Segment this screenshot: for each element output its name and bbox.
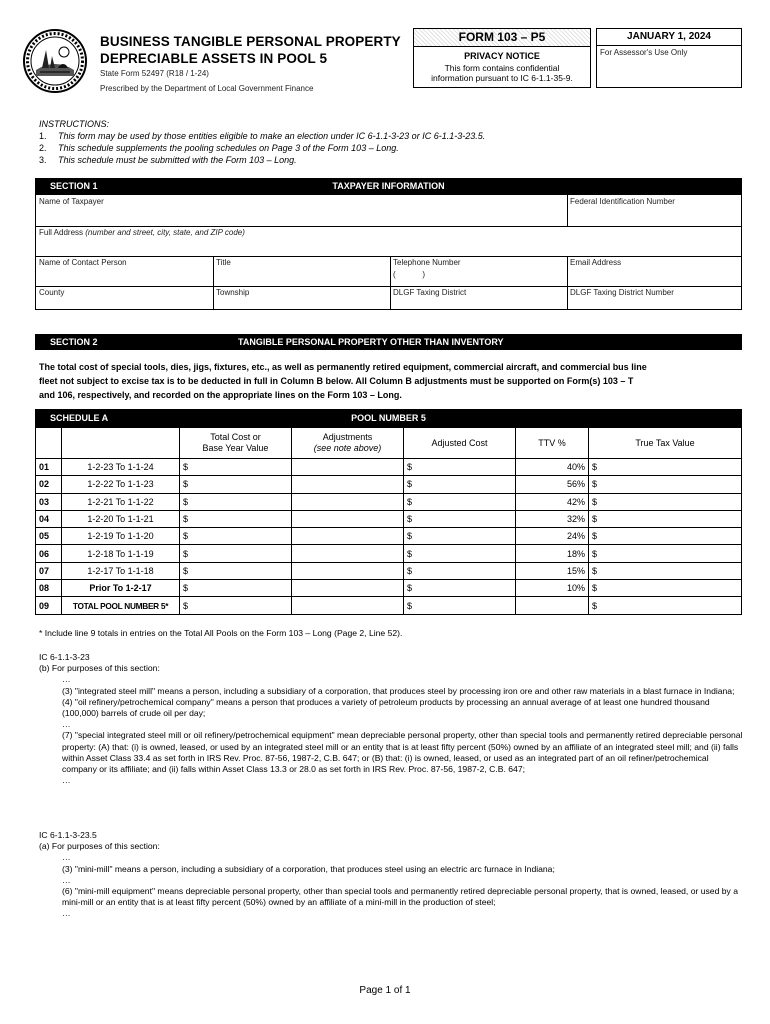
dollar-sign: $ — [407, 496, 413, 507]
dollar-sign: $ — [407, 462, 413, 473]
table-row — [36, 459, 742, 476]
dlgf-district-number-field[interactable] — [567, 286, 742, 310]
form-number-box — [413, 28, 591, 88]
ttv-percent: 10% — [516, 580, 589, 597]
adjusted-cost-cell[interactable] — [404, 510, 516, 527]
row-number: 03 — [36, 493, 62, 510]
full-address-label: Full Address — [39, 228, 84, 237]
header-adjusted-cost: Adjusted Cost — [404, 428, 516, 459]
section-2-header — [35, 334, 742, 350]
instruction-number: 2. — [39, 143, 47, 153]
adjusted-cost-cell[interactable] — [404, 528, 516, 545]
confidential-notice — [414, 63, 590, 83]
township-field[interactable] — [213, 286, 390, 310]
law-ic-6-1-1-3-23 — [39, 652, 743, 786]
assessment-date: JANUARY 1, 2024 — [597, 29, 741, 46]
table-row — [36, 510, 742, 527]
header-total-cost-line-1: Total Cost or — [210, 432, 261, 442]
adjustments-cell[interactable] — [292, 493, 404, 510]
adjusted-cost-cell[interactable] — [404, 459, 516, 476]
law-paragraph: (7) "special integrated steel mill or oil refinery/petrochemical equipment" mean depreciable personal property, other than special tools and permanently retired depreciable personal property: (A) that: (i) is owned, leased, or used by an integrated steel mill or an entity that is at least fifty percent (50%) owned by an affiliate of an integrated steel mill; and (ii) falls within Asset Class 33.4 as set forth in IRS Rev. Proc. 87-56, 1987-2, C.B. 647; or (B) that: (i) is owned, leased, or used as an integrated part of an oil refiner/petrochemical company or its affiliate; and (ii) falls within Asset Class 13.3 or 28.0 as set forth in IRS Rev. Proc. 87-56, 1987-2, C.B. 647; — [62, 730, 743, 775]
true-tax-value-cell[interactable] — [589, 476, 742, 493]
date-box — [596, 28, 742, 88]
confidential-line-2: information pursuant to IC 6-1.1-35-9. — [431, 73, 573, 83]
header-total-cost — [180, 428, 292, 459]
ttv-percent: 42% — [516, 493, 589, 510]
instruction-text: This form may be used by those entities eligible to make an election under IC 6-1.1-3-23 or IC 6-1.1-3-23.5. — [58, 131, 486, 141]
adjusted-cost-cell[interactable] — [404, 493, 516, 510]
row-number: 07 — [36, 562, 62, 579]
ttv-percent: 56% — [516, 476, 589, 493]
total-cost-cell[interactable] — [180, 545, 292, 562]
section-2-paragraph-line: and 106, respectively, and recorded on the appropriate lines on the Form 103 – Long. — [39, 390, 402, 400]
header-adjustments — [292, 428, 404, 459]
dollar-sign: $ — [183, 548, 189, 559]
section-2-title: TANGIBLE PERSONAL PROPERTY OTHER THAN INVENTORY — [238, 337, 504, 347]
law-citation: IC 6-1.1-3-23 — [39, 652, 90, 662]
footnote: * Include line 9 totals in entries on the Total All Pools on the Form 103 – Long (Page 2, Line 52). — [39, 628, 403, 638]
dollar-sign: $ — [592, 462, 598, 473]
dollar-sign: $ — [183, 531, 189, 542]
assessor-use-field[interactable]: For Assessor's Use Only — [600, 48, 688, 57]
true-tax-value-cell[interactable] — [589, 493, 742, 510]
table-header-row — [36, 428, 742, 459]
dollar-sign: $ — [407, 548, 413, 559]
dollar-sign: $ — [407, 600, 413, 611]
instruction-number: 3. — [39, 155, 47, 165]
law-ellipsis: … — [62, 775, 71, 786]
row-number: 06 — [36, 545, 62, 562]
adjustments-cell[interactable] — [292, 562, 404, 579]
page-number: Page 1 of 1 — [359, 985, 411, 996]
true-tax-value-cell[interactable] — [589, 545, 742, 562]
true-tax-value-cell[interactable] — [589, 580, 742, 597]
confidential-line-1: This form contains confidential — [444, 63, 560, 73]
ttv-percent — [516, 597, 589, 614]
dollar-sign: $ — [183, 583, 189, 594]
schedule-a-table — [35, 427, 742, 615]
instruction-item — [39, 130, 485, 142]
law-subsection: (a) For purposes of this section: — [39, 841, 160, 852]
adjustments-cell[interactable] — [292, 459, 404, 476]
row-number: 01 — [36, 459, 62, 476]
instruction-number: 1. — [39, 131, 47, 141]
dlgf-district-label: DLGF Taxing District — [393, 288, 467, 297]
adjustments-cell[interactable] — [292, 545, 404, 562]
contact-person-label: Name of Contact Person — [39, 258, 127, 267]
section-1-title: TAXPAYER INFORMATION — [332, 181, 445, 191]
adjustments-cell[interactable] — [292, 528, 404, 545]
township-label: Township — [216, 288, 250, 297]
header-ttv: TTV % — [516, 428, 589, 459]
dollar-sign: $ — [407, 479, 413, 490]
law-paragraph: (4) "oil refinery/petrochemical company" means a person that produces a variety of petroleum products by processing an annual average of at least one hundred thousand (100,000) barrels of crude oil per day; — [62, 696, 710, 719]
privacy-notice: PRIVACY NOTICE — [464, 51, 540, 61]
row-number: 02 — [36, 476, 62, 493]
adjusted-cost-cell[interactable] — [404, 476, 516, 493]
full-address-field[interactable] — [36, 226, 742, 256]
law-citation: IC 6-1.1-3-23.5 — [39, 830, 97, 840]
prescribed-by: Prescribed by the Department of Local Government Finance — [100, 84, 314, 93]
federal-id-field[interactable] — [567, 195, 742, 226]
law-paragraph: (6) "mini-mill equipment" means depreciable personal property, other than special tools and permanently retired depreciable personal property, that is owned, leased, or used by a mini-mill or an entity that is at least fifty percent (50%) owned by an affiliate of a mini-mill in the production of steel; — [62, 886, 738, 908]
table-row — [36, 476, 742, 493]
ttv-percent: 15% — [516, 562, 589, 579]
row-period: 1-2-23 To 1-1-24 — [62, 459, 180, 476]
law-ic-6-1-1-3-23-5 — [39, 830, 743, 920]
ttv-percent: 18% — [516, 545, 589, 562]
dollar-sign: $ — [592, 514, 598, 525]
taxpayer-name-field[interactable] — [36, 195, 567, 226]
law-ellipsis: … — [62, 908, 71, 919]
row-number: 04 — [36, 510, 62, 527]
dollar-sign: $ — [183, 600, 189, 611]
form-title — [100, 33, 401, 67]
section-1-label: SECTION 1 — [50, 181, 98, 191]
adjusted-cost-cell[interactable] — [404, 545, 516, 562]
dollar-sign: $ — [183, 565, 189, 576]
instruction-item — [39, 142, 485, 154]
total-cost-cell[interactable] — [180, 476, 292, 493]
title-line-2: DEPRECIABLE ASSETS IN POOL 5 — [100, 51, 328, 66]
form-number: FORM 103 – P5 — [414, 29, 590, 47]
dlgf-district-field[interactable] — [390, 286, 567, 310]
instruction-item — [39, 154, 485, 166]
law-ellipsis: … — [62, 874, 71, 885]
header-period — [62, 428, 180, 459]
true-tax-value-cell[interactable] — [589, 510, 742, 527]
telephone-field[interactable] — [390, 256, 567, 286]
instruction-text: This schedule supplements the pooling schedules on Page 3 of the Form 103 – Long. — [58, 143, 399, 153]
ttv-percent: 24% — [516, 528, 589, 545]
law-ellipsis: … — [62, 674, 71, 685]
header-true-tax-value: True Tax Value — [589, 428, 742, 459]
dollar-sign: $ — [407, 514, 413, 525]
row-period: 1-2-21 To 1-1-22 — [62, 493, 180, 510]
schedule-a-header — [35, 409, 742, 427]
total-cost-cell[interactable] — [180, 562, 292, 579]
telephone-area-code: ( ) — [393, 270, 425, 279]
dollar-sign: $ — [183, 462, 189, 473]
state-form-number: State Form 52497 (R18 / 1-24) — [100, 69, 209, 78]
adjustments-cell[interactable] — [292, 597, 404, 614]
total-cost-cell[interactable] — [180, 510, 292, 527]
dollar-sign: $ — [592, 479, 598, 490]
title-label: Title — [216, 258, 231, 267]
table-row — [36, 562, 742, 579]
section-1-header — [35, 178, 742, 194]
dollar-sign: $ — [592, 583, 598, 594]
table-row — [36, 493, 742, 510]
table-row — [36, 528, 742, 545]
law-subsection: (b) For purposes of this section: — [39, 663, 160, 674]
dollar-sign: $ — [183, 514, 189, 525]
table-row — [36, 580, 742, 597]
dollar-sign: $ — [183, 479, 189, 490]
adjustments-cell[interactable] — [292, 476, 404, 493]
total-cost-cell[interactable] — [180, 459, 292, 476]
law-paragraph: (3) "mini-mill" means a person, including a subsidiary of a corporation, that produces steel using an electric arc furnace in Indiana; — [62, 863, 555, 874]
dlgf-district-number-label: DLGF Taxing District Number — [570, 288, 674, 297]
ttv-percent: 40% — [516, 459, 589, 476]
section-2-label: SECTION 2 — [50, 337, 98, 347]
dollar-sign: $ — [407, 583, 413, 594]
pool-number-label: POOL NUMBER 5 — [351, 413, 426, 423]
dollar-sign: $ — [183, 496, 189, 507]
adjustments-cell[interactable] — [292, 510, 404, 527]
adjusted-cost-cell[interactable] — [404, 597, 516, 614]
instructions — [39, 118, 485, 166]
taxpayer-information-grid — [35, 194, 742, 310]
ttv-percent: 32% — [516, 510, 589, 527]
indiana-state-seal-icon — [22, 28, 88, 94]
dollar-sign: $ — [592, 531, 598, 542]
telephone-label: Telephone Number — [393, 258, 461, 267]
row-period: 1-2-17 To 1-1-18 — [62, 562, 180, 579]
adjustments-cell[interactable] — [292, 580, 404, 597]
total-cost-cell[interactable] — [180, 528, 292, 545]
federal-id-label: Federal Identification Number — [570, 197, 675, 206]
row-number: 08 — [36, 580, 62, 597]
adjusted-cost-cell[interactable] — [404, 580, 516, 597]
row-number: 05 — [36, 528, 62, 545]
full-address-note: (number and street, city, state, and ZIP code) — [85, 228, 245, 237]
total-cost-cell[interactable] — [180, 493, 292, 510]
email-field[interactable] — [567, 256, 742, 286]
dollar-sign: $ — [407, 565, 413, 576]
section-2-paragraph-line: fleet not subject to excise tax is to be deducted in full in Column B below. All Column B adjustments must be supported on Form(s) 103 – T — [39, 376, 634, 386]
schedule-a-label: SCHEDULE A — [50, 413, 109, 423]
total-cost-cell[interactable] — [180, 580, 292, 597]
dollar-sign: $ — [592, 496, 598, 507]
law-ellipsis: … — [62, 852, 71, 863]
dollar-sign: $ — [592, 565, 598, 576]
law-paragraph: (3) "integrated steel mill" means a person, including a subsidiary of a corporation, that produces steel by processing iron ore and other raw materials in a blast furnace in Indiana; — [62, 685, 735, 696]
dollar-sign: $ — [407, 531, 413, 542]
true-tax-value-cell[interactable] — [589, 459, 742, 476]
table-row — [36, 545, 742, 562]
row-period: 1-2-22 To 1-1-23 — [62, 476, 180, 493]
true-tax-value-cell[interactable] — [589, 597, 742, 614]
row-period: 1-2-20 To 1-1-21 — [62, 510, 180, 527]
row-period: 1-2-19 To 1-1-20 — [62, 528, 180, 545]
header-total-cost-line-2: Base Year Value — [202, 443, 269, 453]
row-number: 09 — [36, 597, 62, 614]
row-period: Prior To 1-2-17 — [62, 580, 180, 597]
header-adjustments-note: (see note above) — [313, 443, 382, 453]
total-cost-cell[interactable] — [180, 597, 292, 614]
instruction-text: This schedule must be submitted with the Form 103 – Long. — [58, 155, 297, 165]
adjusted-cost-cell[interactable] — [404, 562, 516, 579]
section-2-paragraph-line: The total cost of special tools, dies, jigs, fixtures, etc., as well as permanently retired equipment, commercial aircraft, and commercial bus line — [39, 362, 647, 372]
section-2-instructions — [39, 360, 739, 402]
instructions-title: INSTRUCTIONS: — [39, 119, 110, 129]
title-field[interactable] — [213, 256, 390, 286]
dollar-sign: $ — [592, 548, 598, 559]
county-label: County — [39, 288, 65, 297]
email-label: Email Address — [570, 258, 622, 267]
header-line-number — [36, 428, 62, 459]
true-tax-value-cell[interactable] — [589, 528, 742, 545]
table-row-total — [36, 597, 742, 614]
true-tax-value-cell[interactable] — [589, 562, 742, 579]
dollar-sign: $ — [592, 600, 598, 611]
county-field[interactable] — [36, 286, 213, 310]
law-ellipsis: … — [62, 719, 71, 730]
header-adjustments-line-1: Adjustments — [322, 432, 373, 442]
taxpayer-name-label: Name of Taxpayer — [39, 197, 104, 206]
title-line-1: BUSINESS TANGIBLE PERSONAL PROPERTY — [100, 34, 401, 49]
contact-person-field[interactable] — [36, 256, 213, 286]
row-period: TOTAL POOL NUMBER 5* — [62, 597, 180, 614]
row-period: 1-2-18 To 1-1-19 — [62, 545, 180, 562]
